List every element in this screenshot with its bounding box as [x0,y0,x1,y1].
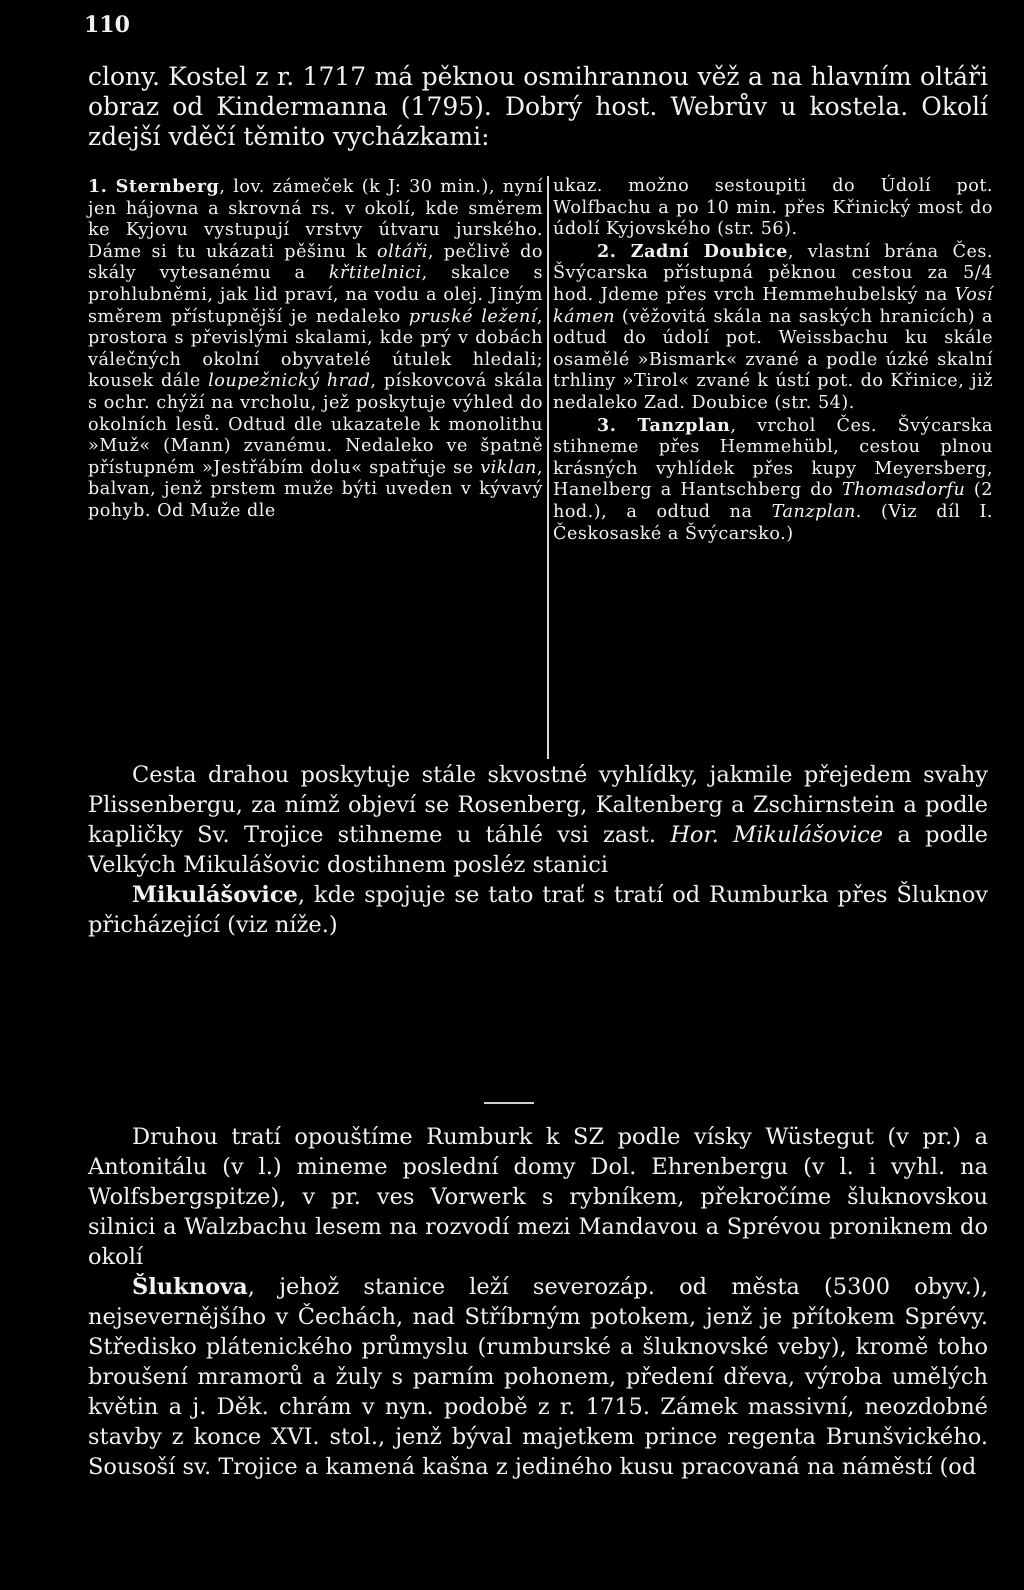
italic-term: Thomasdorfu [841,480,966,501]
italic-term: Vosí kámen [553,284,993,327]
text-run: , pískovcová skála s ochr. chýží na vrcholu, jež poskytuje výhled do okolních lesů. Odtud dle ukazatele k monolithu »Muž« (Mann) zvanému. Nedaleko ve špatně přístupném »Jestřábím dolu« spatřuje se [88,371,543,478]
route-text-2 [88,880,988,940]
text-run: Cesta drahou poskytuje stále skvostné vyhlídky, jakmile přejedem svahy Plissenbergu, za nímž objeví se Rosenberg, Kaltenberg a Zschirnstein a podle kapličky Sv. Trojice stihneme u táhlé vsi zast. [88,762,988,848]
text-run: , pečlivě do skály vytesanému a [88,241,543,284]
text-run: (věžovitá skála na saských hranicích) a odtud do údolí pot. Weissbachu ku skále osamělé »Bismark« zvané a podle úzké skalní trhliny »Tirol« zvané k ústí pot. do Křinice, již nedaleko Zad. Doubice (str. 54). [553,306,993,413]
tanzplan-paragraph [553,415,993,546]
town-name: Šluknova [132,1274,248,1300]
text-run: , lov. zámeček (k J: 30 min.), nyní jen hájovna a skrovná rs. v okolí, kde směrem ke Kyjovu vystupují vrstvy útvaru jurského. Dáme si tu ukázati pěšinu k [88,177,543,262]
section-separator [484,1102,534,1104]
text-run: , kde spojuje se tato trať s tratí od Rumburka přes Šluknov přicházející (viz níže.) [88,882,988,938]
text-run: (2 hod.), a odtud na [553,480,993,522]
two-column-section [88,176,993,756]
left-column [88,176,543,523]
text-run: , vrchol Čes. Švýcarska stihneme přes Hemmehübl, cestou plnou krásných vyhlídek přes kupy Meyersberg, Hanelberg a Hantschberg do [553,415,993,501]
sternberg-heading: 1. Sternberg [88,176,220,197]
right-column [553,176,993,545]
text-run: . (Viz díl I. Českosaské a Švýcarsko.) [553,501,993,544]
route-paragraph-1 [88,760,988,940]
station-name: Mikulášovice [132,882,298,908]
text-run: , jehož stanice leží severozáp. od města (5300 obyv.), nejsevernějšího v Čechách, nad Stříbrným potokem, jenž je přítokem Sprévy. Středisko plátenického průmyslu (rumburské a šluknovské veby), kromě toho broušení mramorů a žuly s parním pohonem, předení dřeva, výroba umělých květin a j. Děk. chrám v nyn. podobě z r. 1715. Zámek massivní, neozdobné stavby z konce XVI. stol., jenž býval majetkem prince regenta Brunšvického. Sousoší sv. Trojice a kamená kašna z jediného kusu pracovaná na náměstí (od [88,1274,988,1480]
italic-term: viklan [480,457,537,478]
route-paragraph-2 [88,1122,988,1482]
intro-text: clony. Kostel z r. 1717 má pěknou osmihrannou věž a na hlavním oltáři obraz od Kindermanna (1795). Dobrý host. Webrův u kostela. Okolí zdejší vděčí těmito vycházkami: [88,62,988,151]
intro-paragraph [88,62,988,152]
text-run: , balvan, jenž prstem muže býti uveden v kývavý pohyb. Od Muže dle [88,457,543,521]
column-divider [547,176,549,759]
route-text-1 [88,760,988,880]
route-text-3: Druhou tratí opouštíme Rumburk k SZ podle vísky Wüstegut (v pr.) a Antonitálu (v l.) mineme poslední domy Dol. Ehrenbergu (v l. i vyhl. na Wolfsbergspitze), v pr. ves Vorwerk s rybníkem, překročíme šluknovskou silnici a Walzbachu lesem na rozvodí mezi Mandavou a Sprévou proniknem do okolí [88,1124,988,1270]
text-run: , skalce s prohlubněmi, jak lid praví, na vodu a olej. Jiným směrem přístupnější je nedaleko [88,263,543,327]
italic-term: křtitelnici [328,263,422,284]
italic-term: Hor. Mikulášovice [670,822,884,848]
zadni-doubice-heading: 2. Zadní Doubice [597,240,788,262]
sternberg-paragraph [88,176,543,523]
page-number: 110 [84,12,130,38]
text-run: a podle Velkých Mikulášovic dostihnem posléz stanici [88,822,988,878]
italic-term: pruské ležení [408,306,537,327]
italic-term: loupežnický hrad [208,371,371,392]
route-text-4 [88,1272,988,1482]
italic-term: Tanzplan [771,501,856,522]
italic-term: oltáři [377,241,428,262]
tanzplan-heading: 3. Tanzplan [597,414,731,436]
zadni-doubice-paragraph [553,241,993,415]
text-run: , vlastní brána Čes. Švýcarska přístupná pěknou cestou za 5/4 hod. Jdeme přes vrch Hemmehubelský na [553,241,994,305]
continuation-paragraph: ukaz. možno sestoupiti do Údolí pot. Wolfbachu a po 10 min. přes Křinický most do údolí Kyjovského (str. 56). [553,176,993,240]
text-run: , prostora s převislými skalami, kde prý v dobách válečných okolní obyvatelé útulek hledali; kousek dále [88,306,543,392]
